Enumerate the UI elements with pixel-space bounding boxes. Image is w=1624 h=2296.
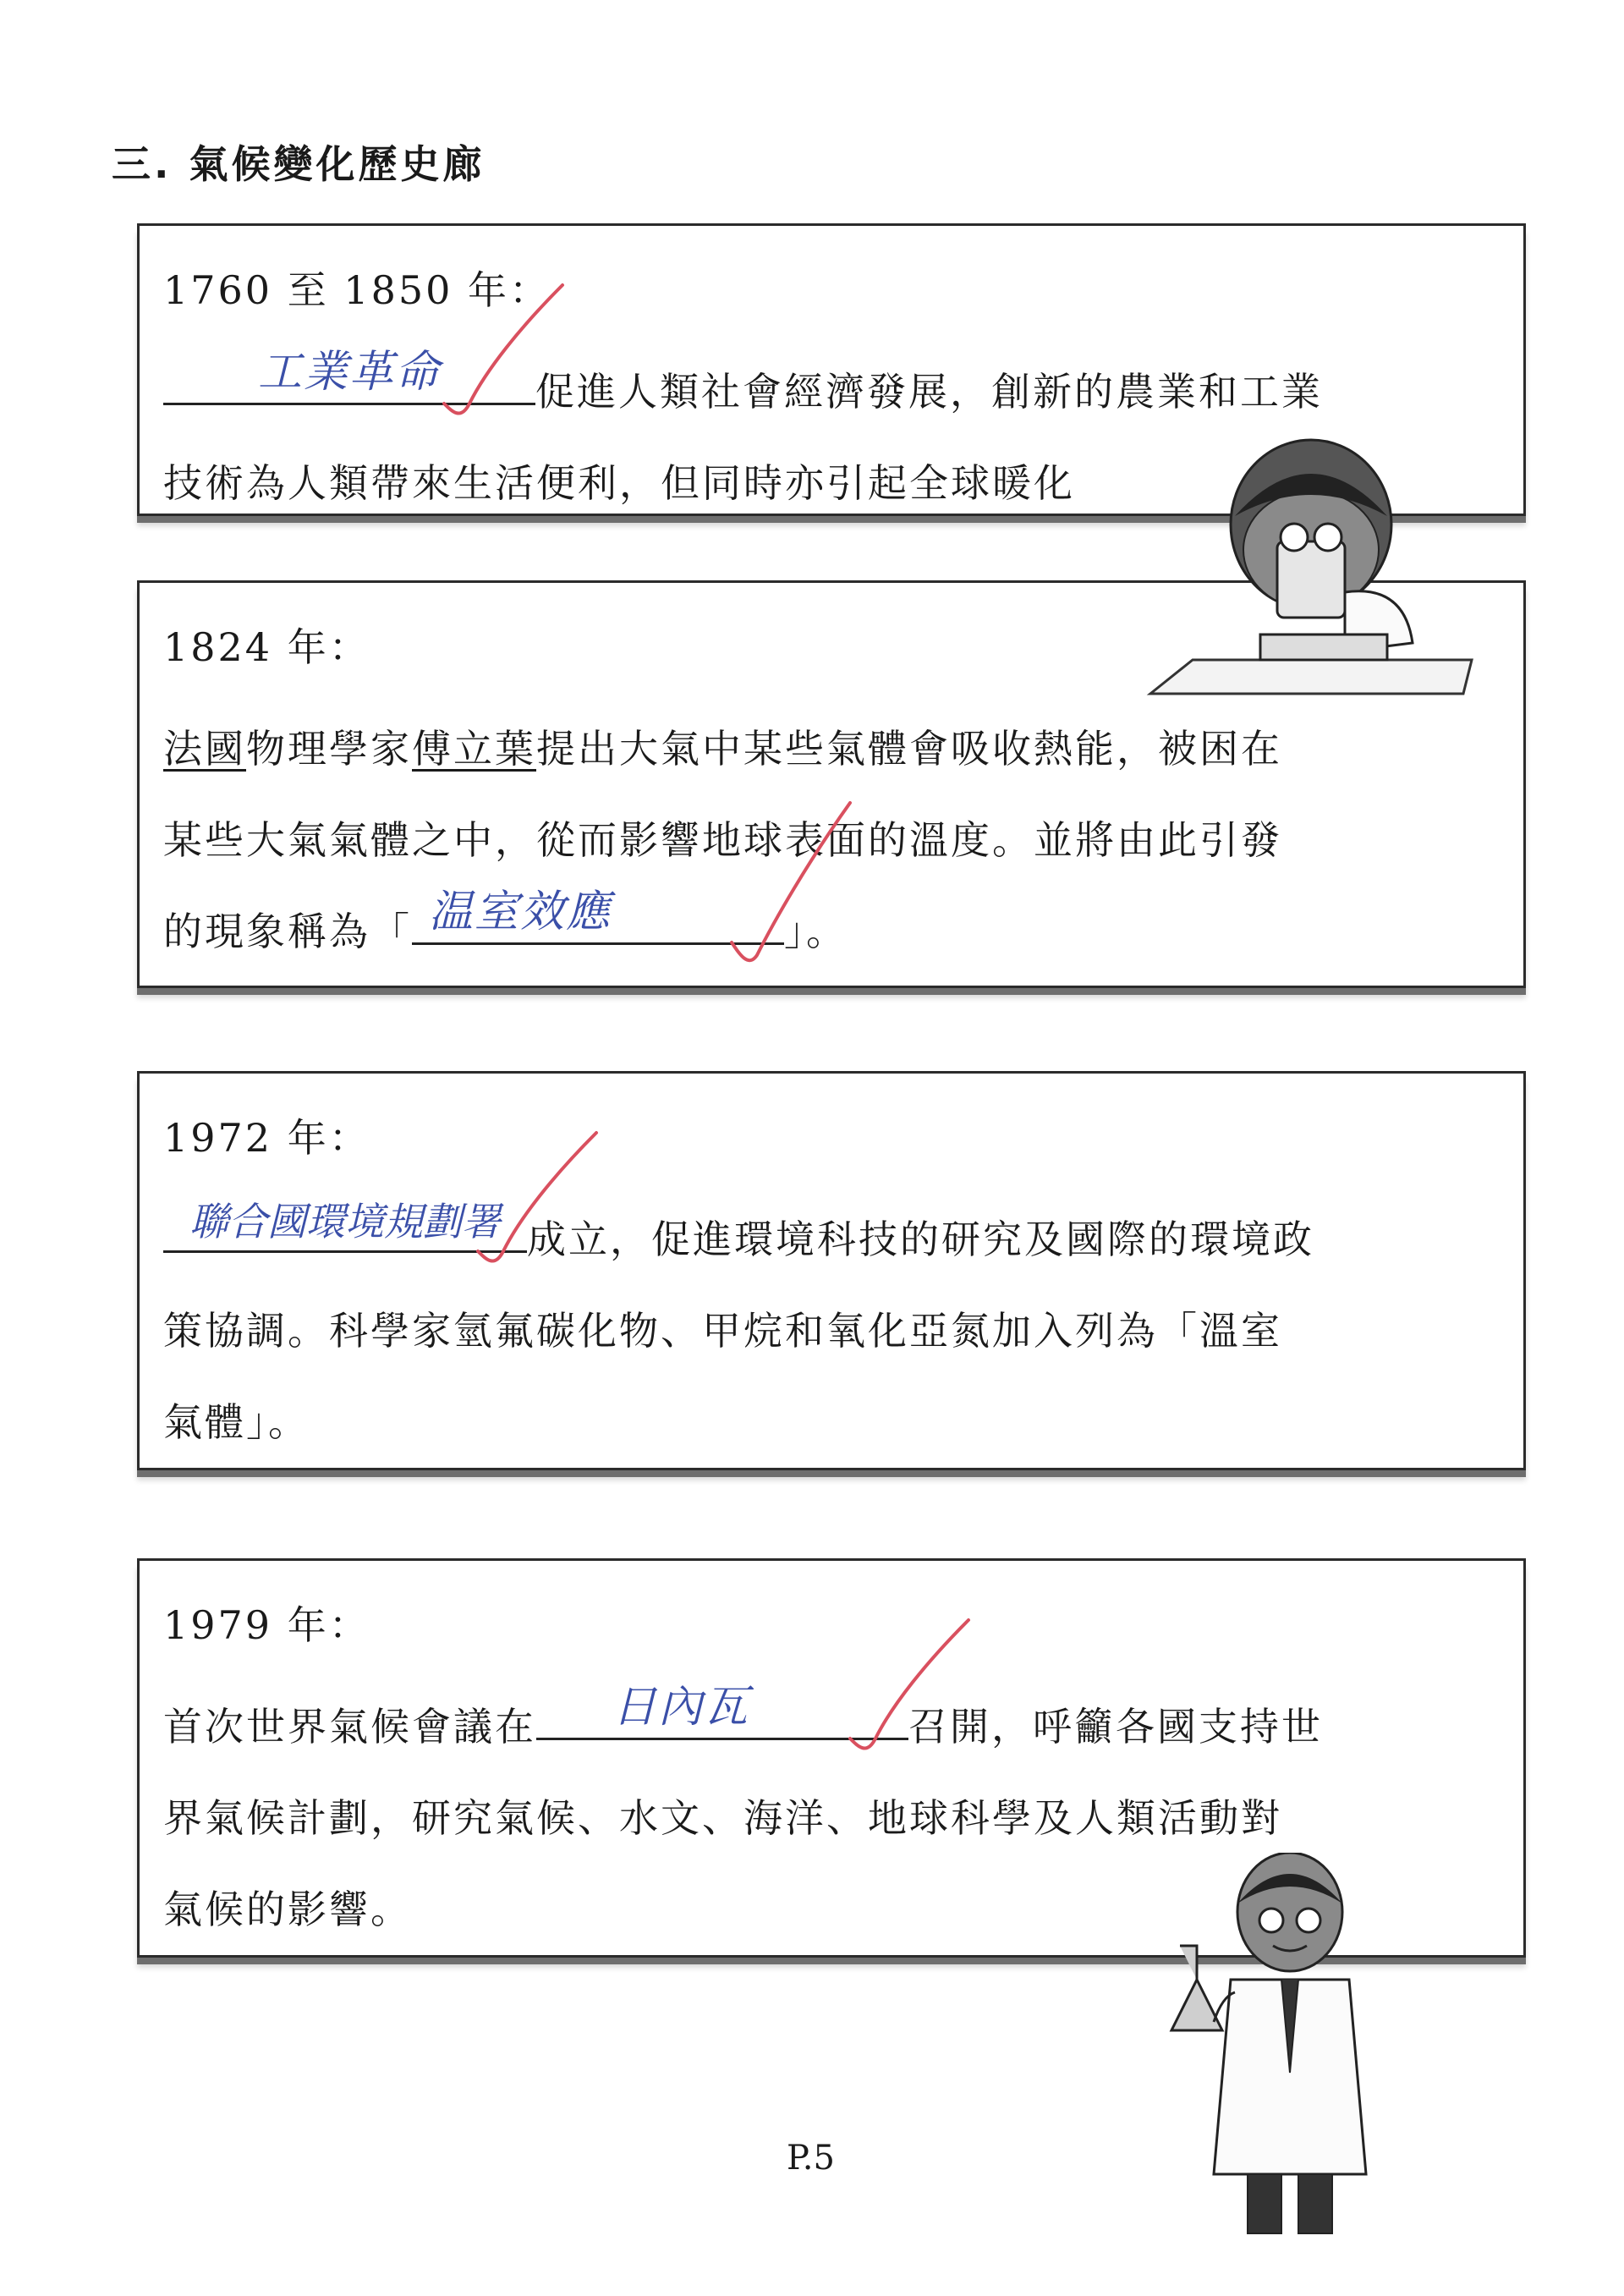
box2-scientist: 傅立葉 — [412, 726, 536, 772]
box4-answer-blank[interactable] — [536, 1682, 908, 1740]
box1-answer-blank[interactable] — [163, 347, 535, 405]
box2-answer-blank[interactable] — [412, 887, 784, 945]
box2-line1-rest: 提出大氣中某些氣體會吸收熱能，被困在 — [536, 726, 1282, 772]
box3-line1 — [163, 1199, 1314, 1265]
box2-line3 — [163, 887, 848, 957]
box2-country: 法國 — [163, 726, 246, 772]
box3-answer-blank[interactable] — [163, 1199, 527, 1253]
scientist-microscope-illustration — [1142, 423, 1480, 702]
box3-line2: 策協調。科學家氫氟碳化物、甲烷和氧化亞氮加入列為「溫室 — [163, 1308, 1282, 1354]
section-title: 三. 氣候變化歷史廊 — [112, 141, 486, 187]
box2-line1 — [163, 718, 1282, 774]
box3-answer: 聯合國環境規劃署 — [189, 1199, 501, 1244]
box1-line1-text: 促進人類社會經濟發展，創新的農業和工業 — [535, 369, 1323, 415]
timeline-box-1972 — [137, 1071, 1526, 1470]
box1-line2: 技術為人類帶來生活便利，但同時亦引起全球暖化 — [163, 460, 1075, 506]
box2-line3-pre: 的現象稱為「 — [163, 909, 412, 954]
box4-line3: 氣候的影響。 — [163, 1887, 412, 1932]
box3-year: 1972 年： — [163, 1115, 370, 1161]
box3-line1-text: 成立，促進環境科技的研究及國際的環境政 — [527, 1217, 1314, 1262]
box4-line1 — [163, 1682, 1323, 1752]
box2-answer: 温室效應 — [429, 887, 612, 937]
box2-line1-mid: 物理學家 — [246, 726, 412, 772]
box3-line3: 氣體」。 — [163, 1399, 310, 1445]
box4-line2: 界氣候計劃，研究氣候、水文、海洋、地球科學及人類活動對 — [163, 1795, 1282, 1841]
box1-year: 1760 至 1850 年： — [163, 267, 551, 313]
scientist-flask-illustration — [1163, 1853, 1417, 2242]
box2-line2: 某些大氣氣體之中，從而影響地球表面的溫度。並將由此引發 — [163, 817, 1282, 863]
box1-line1 — [163, 347, 1323, 417]
box1-answer: 工業革命 — [257, 347, 441, 398]
box4-line1-rest: 召開，呼籲各國支持世 — [908, 1704, 1323, 1749]
box2-line3-post: 」。 — [784, 909, 848, 954]
box4-answer: 日內瓦 — [612, 1682, 750, 1733]
box2-year: 1824 年： — [163, 624, 370, 670]
box4-year: 1979 年： — [163, 1602, 370, 1648]
page-number: P.5 — [787, 2139, 835, 2178]
box4-line1-pre: 首次世界氣候會議在 — [163, 1704, 536, 1749]
